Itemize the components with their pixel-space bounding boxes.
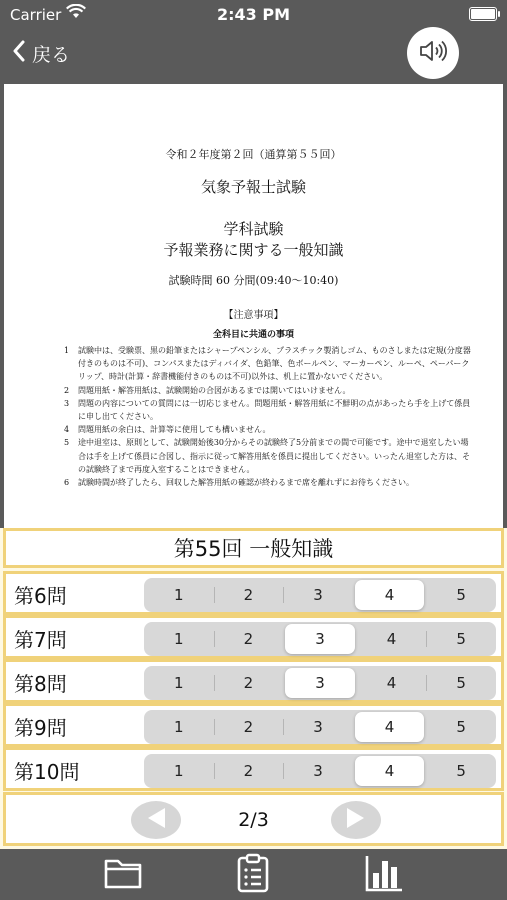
doc-exam-type: 学科試験 bbox=[223, 220, 284, 238]
doc-exam-time: 試験時間 60 分間(09:40～10:40) bbox=[168, 274, 339, 287]
carrier-label: Carrier bbox=[10, 6, 62, 24]
speaker-button[interactable] bbox=[407, 27, 459, 79]
answer-option-5[interactable]: 5 bbox=[456, 718, 466, 736]
doc-note-item: 4 問題用紙の余白は、計算等に使用しても構いません。 bbox=[64, 425, 271, 435]
question-row bbox=[3, 747, 504, 791]
answer-option-2[interactable]: 2 bbox=[214, 666, 284, 700]
quiz-title: 第55回 一般知識 bbox=[3, 528, 504, 568]
answer-option-3[interactable]: 3 bbox=[283, 710, 353, 744]
answer-option-3[interactable]: 3 bbox=[285, 668, 355, 698]
answer-option-5[interactable]: 5 bbox=[456, 586, 466, 604]
exam-document bbox=[4, 84, 503, 528]
doc-note-item: 5 途中退室は、原則として、試験開始後30分からその試験終了5分前までの間で可能です。途中で退室したい場合は手を上げて係員に合図し、指示に従って解答用紙を係員に提出してください。いったん退室した方は、その試験終了まで再度入室することはできません。 bbox=[64, 438, 470, 474]
question-label: 第8問 bbox=[14, 672, 67, 696]
answer-option-3[interactable]: 3 bbox=[285, 624, 355, 654]
battery-icon bbox=[469, 7, 497, 21]
answer-segmented-control bbox=[144, 754, 496, 788]
question-row bbox=[3, 615, 504, 659]
answer-option-4[interactable]: 4 bbox=[386, 674, 397, 692]
doc-notes-subheading: 全科目に共通の事項 bbox=[212, 330, 294, 340]
question-label: 第10問 bbox=[14, 760, 80, 784]
status-bar bbox=[0, 0, 507, 30]
answer-option-2[interactable]: 2 bbox=[214, 578, 284, 612]
answer-option-1[interactable]: 1 bbox=[174, 586, 184, 604]
pager bbox=[3, 792, 504, 846]
answer-segmented-control bbox=[144, 578, 496, 612]
triangle-right-icon bbox=[345, 806, 367, 834]
doc-notes-heading: 【注意事項】 bbox=[223, 310, 284, 321]
doc-note-item: 1 試験中は、受験票、黒の鉛筆またはシャープペンシル、プラスチック製消しゴム、ものさしまたは定規(分度器付きのものは不可)、コンパスまたはディバイダ、色鉛筆、色ボールペン、マーカーペン、ルーペ、ペーパークリップ、時計(計算・辞書機能付きのものは不可)以外は、机上に置かないでください。 bbox=[64, 346, 471, 382]
answer-option-1[interactable]: 1 bbox=[174, 718, 184, 736]
answer-option-2[interactable]: 2 bbox=[214, 622, 284, 656]
answer-option-4[interactable]: 4 bbox=[355, 580, 425, 610]
answer-option-1[interactable]: 1 bbox=[174, 674, 184, 692]
tab-bar bbox=[0, 849, 507, 900]
answer-option-5[interactable]: 5 bbox=[426, 622, 496, 656]
tab-folder[interactable] bbox=[101, 855, 145, 895]
tab-clipboard[interactable] bbox=[231, 855, 275, 895]
question-label: 第7問 bbox=[14, 628, 67, 652]
doc-note-item: 2 問題用紙・解答用紙は、試験開始の合図があるまでは開いてはいけません。 bbox=[64, 385, 351, 395]
tab-statistics[interactable] bbox=[362, 855, 406, 895]
doc-note-item: 6 試験時間が終了したら、回収した解答用紙の確認が終わるまで席を離れずにお待ちください。 bbox=[64, 478, 414, 488]
back-label: 戻る bbox=[32, 44, 71, 66]
doc-exam-name: 気象予報士試験 bbox=[200, 178, 306, 196]
back-button[interactable] bbox=[12, 40, 70, 67]
question-row bbox=[3, 571, 504, 615]
speaker-icon bbox=[418, 39, 448, 67]
answer-panel bbox=[0, 528, 507, 849]
answer-segmented-control bbox=[144, 666, 496, 700]
clipboard-icon bbox=[236, 853, 270, 897]
doc-exam-subject: 予報業務に関する一般知識 bbox=[163, 241, 344, 259]
answer-segmented-control bbox=[144, 710, 496, 744]
doc-notes-list bbox=[64, 344, 476, 489]
answer-option-2[interactable]: 2 bbox=[214, 710, 284, 744]
answer-segmented-control bbox=[144, 622, 496, 656]
answer-option-5[interactable]: 5 bbox=[426, 666, 496, 700]
question-label: 第9問 bbox=[14, 716, 67, 740]
answer-option-1[interactable]: 1 bbox=[174, 630, 184, 648]
page-indicator: 2/3 bbox=[238, 809, 269, 831]
doc-exam-round: 令和２年度第２回（通算第５５回） bbox=[165, 148, 342, 161]
status-time: 2:43 PM bbox=[216, 5, 290, 24]
bar-chart-icon bbox=[364, 853, 404, 897]
answer-option-3[interactable]: 3 bbox=[283, 754, 353, 788]
answer-option-1[interactable]: 1 bbox=[174, 762, 184, 780]
answer-option-4[interactable]: 4 bbox=[386, 630, 397, 648]
chevron-left-icon bbox=[12, 40, 26, 67]
next-page-button[interactable] bbox=[331, 801, 381, 839]
question-row bbox=[3, 703, 504, 747]
folder-icon bbox=[103, 856, 143, 894]
answer-option-3[interactable]: 3 bbox=[283, 578, 353, 612]
answer-option-5[interactable]: 5 bbox=[456, 762, 466, 780]
answer-option-2[interactable]: 2 bbox=[214, 754, 284, 788]
question-label: 第6問 bbox=[14, 584, 67, 608]
doc-note-item: 3 問題の内容についての質問には一切応じません。問題用紙・解答用紙に不鮮明の点があったら手を上げて係員に申し出てください。 bbox=[64, 398, 471, 422]
answer-option-4[interactable]: 4 bbox=[355, 756, 425, 786]
answer-option-4[interactable]: 4 bbox=[355, 712, 425, 742]
question-row bbox=[3, 659, 504, 703]
